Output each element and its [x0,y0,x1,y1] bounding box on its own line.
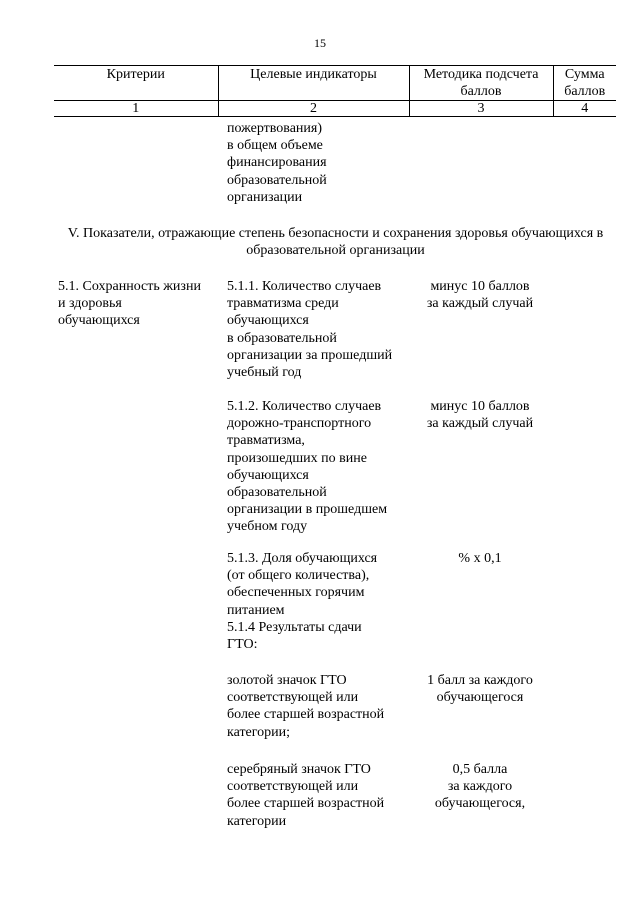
method-5-1-2: минус 10 баллов за каждый случай [426,399,534,432]
indicator-5-1-2: 5.1.2. Количество случаев дорожно-транспортного травматизма, произошедших по вине обучающихся образовательной организации в прошедшем учебном году [227,399,388,535]
column-header-sum: Сумма баллов [553,66,616,101]
column-number-1: 1 [54,101,218,117]
indicator-5-1-3: 5.1.3. Доля обучающихся (от общего количества), обеспеченных горячим питанием 5.1.4 Результаты сдачи ГТО: [227,551,378,653]
method-gto-gold: 1 балл за каждого обучающегося [427,673,533,706]
section-title: V. Показатели, отражающие степень безопасности и сохранения здоровья обучающихся в образовательной организации [67,226,604,259]
method-5-1-1: минус 10 баллов за каждый случай [426,279,534,312]
column-header-method: Методика подсчета баллов [409,66,553,101]
indicator-5-1-1: 5.1.1. Количество случаев травматизма среди обучающихся в образовательной организации за прошедший учебный год [227,279,393,381]
column-number-row [54,101,616,117]
indicator-gto-gold: золотой значок ГТО соответствующей или более старшей возрастной категории; [227,673,385,740]
criterion-text: 5.1. Сохранность жизни и здоровья обучающихся [58,279,201,329]
continuation-text: пожертвования) в общем объеме финансирования образовательной организации [227,121,327,205]
page-number: 15 [314,36,326,50]
column-number-3: 3 [409,101,553,117]
column-number-2: 2 [218,101,409,117]
method-gto-silver: 0,5 балла за каждого обучающегося, [434,762,526,812]
header-row [54,66,616,101]
table-header [54,65,616,117]
column-number-4: 4 [553,101,616,117]
column-header-criteria: Критерии [54,66,218,101]
indicator-gto-silver: серебряный значок ГТО соответствующей или более старшей возрастной категории [227,762,385,829]
column-header-indicators: Целевые индикаторы [218,66,409,101]
method-5-1-3: % х 0,1 [458,551,502,566]
